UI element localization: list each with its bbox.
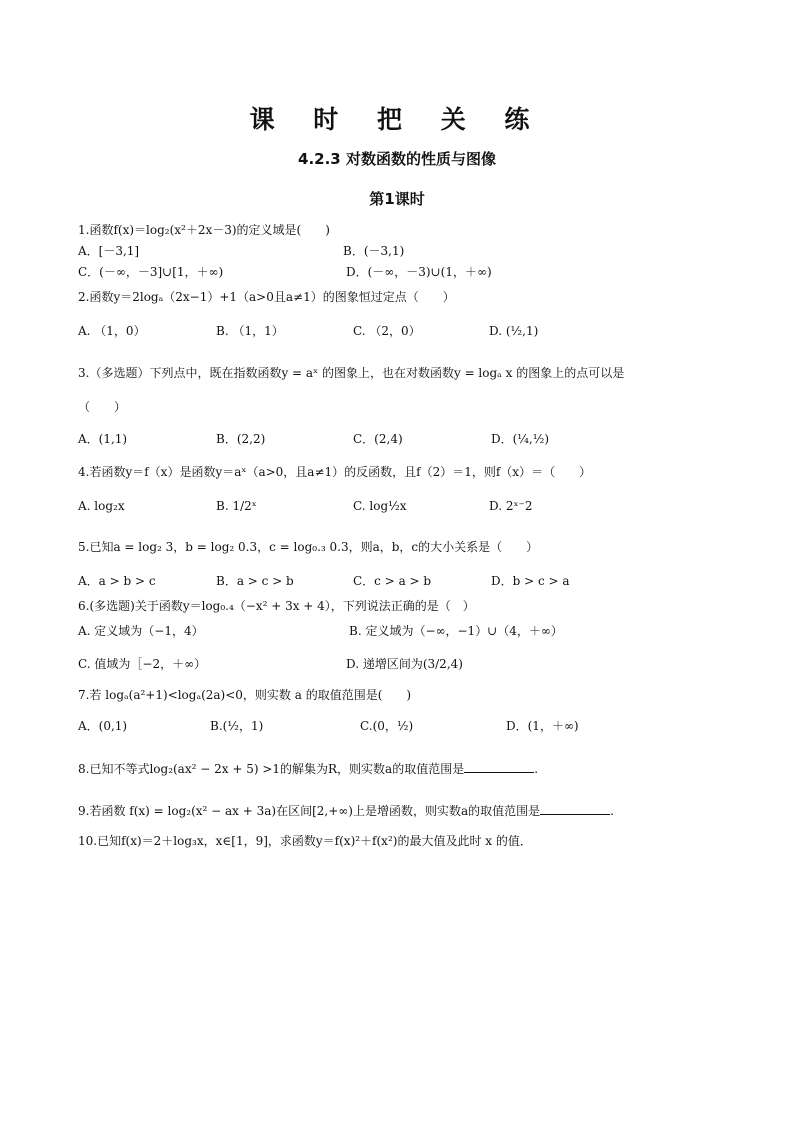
- question-3-paren: （ ）: [78, 400, 127, 414]
- question-4-option-d: D. 2ˣ⁻2: [489, 499, 533, 513]
- question-7-stem: 7.若 logₐ(a²+1)<logₐ(2a)<0，则实数 a 的取值范围是( ): [78, 688, 412, 702]
- question-2-option-d: D. (½,1): [489, 324, 539, 338]
- page-title: 课 时 把 关 练: [249, 105, 545, 134]
- question-6-stem: 6.(多选题)关于函数y＝log₀.₄（−x² + 3x + 4），下列说法正确的是（ ）: [78, 599, 475, 613]
- question-3-stem: 3.（多选题）下列点中，既在指数函数y = aˣ 的图象上，也在对数函数y = logₐ x 的图象上的点可以是: [78, 366, 625, 380]
- question-7-option-a: A．(0,1): [78, 719, 128, 733]
- question-3-option-b: B．(2,2): [216, 432, 266, 446]
- question-4-option-a: A. log₂x: [78, 499, 125, 513]
- section-subtitle: 4.2.3 对数函数的性质与图像: [298, 150, 496, 168]
- question-8-answer-blank[interactable]: [464, 760, 534, 773]
- question-5-option-a: A．a > b > c: [78, 574, 156, 588]
- question-2-option-b: B. （1，1）: [216, 324, 284, 338]
- question-2-option-c: C. （2，0）: [353, 324, 421, 338]
- question-1-option-a: A．[－3,1]: [78, 244, 140, 258]
- question-9-stem: 9.若函数 f(x) = log₂(x² − ax + 3a)在区间[2,+∞)上是增函数，则实数a的取值范围是: [78, 804, 541, 818]
- question-8-end: .: [534, 762, 539, 776]
- question-1-option-c: C．(－∞，－3]∪[1，＋∞): [78, 265, 224, 279]
- question-7-option-b: B.(½，1): [210, 719, 264, 733]
- question-3-option-d: D．(¼,½): [491, 432, 550, 446]
- question-7-option-c: C.(0，½): [360, 719, 414, 733]
- question-9-answer-blank[interactable]: [540, 802, 610, 815]
- question-5-stem: 5.已知a = log₂ 3，b = log₂ 0.3，c = log₀.₃ 0.3，则a，b，c的大小关系是（ ）: [78, 540, 539, 554]
- question-9-line: [78, 802, 614, 820]
- question-5-option-b: B．a > c > b: [216, 574, 294, 588]
- question-1-option-b: B．(－3,1): [343, 244, 405, 258]
- question-3-option-a: A．(1,1): [78, 432, 128, 446]
- question-2-stem: 2.函数y＝2logₐ（2x−1）+1（a>0且a≠1）的图象恒过定点（ ）: [78, 290, 455, 304]
- question-4-option-c: C. log½x: [353, 499, 407, 513]
- question-1-option-d: D．(－∞，－3)∪(1，＋∞): [346, 265, 492, 279]
- question-8-line: [78, 760, 538, 778]
- question-3-option-c: C．(2,4): [353, 432, 403, 446]
- question-6-option-c: C. 值域为［−2，＋∞）: [78, 657, 207, 671]
- question-5-option-d: D．b > c > a: [491, 574, 570, 588]
- question-6-option-a: A. 定义域为（−1，4）: [78, 624, 204, 638]
- question-6-option-d: D. 递增区间为(3/2,4): [346, 657, 463, 671]
- question-4-stem: 4.若函数y＝f（x）是函数y＝aˣ（a>0，且a≠1）的反函数，且f（2）＝1，则f（x）＝（ ）: [78, 465, 592, 479]
- question-6-option-b: B. 定义域为（−∞，−1）∪（4，＋∞）: [349, 624, 563, 638]
- question-4-option-b: B. 1/2ˣ: [216, 499, 257, 513]
- question-5-option-c: C．c > a > b: [353, 574, 432, 588]
- question-2-option-a: A. （1，0）: [78, 324, 146, 338]
- question-7-option-d: D．(1，＋∞): [506, 719, 579, 733]
- lesson-label: 第1课时: [369, 190, 425, 208]
- question-1-stem: 1.函数f(x)＝log₂(x²＋2x－3)的定义域是( ): [78, 223, 330, 237]
- question-10-stem: 10.已知f(x)＝2＋log₃x，x∈[1，9]，求函数y＝f(x)²＋f(x²)的最大值及此时 x 的值．: [78, 834, 532, 848]
- question-9-end: .: [610, 804, 614, 818]
- question-8-stem: 8.已知不等式log₂(ax² − 2x + 5) >1的解集为R，则实数a的取值范围是: [78, 762, 465, 776]
